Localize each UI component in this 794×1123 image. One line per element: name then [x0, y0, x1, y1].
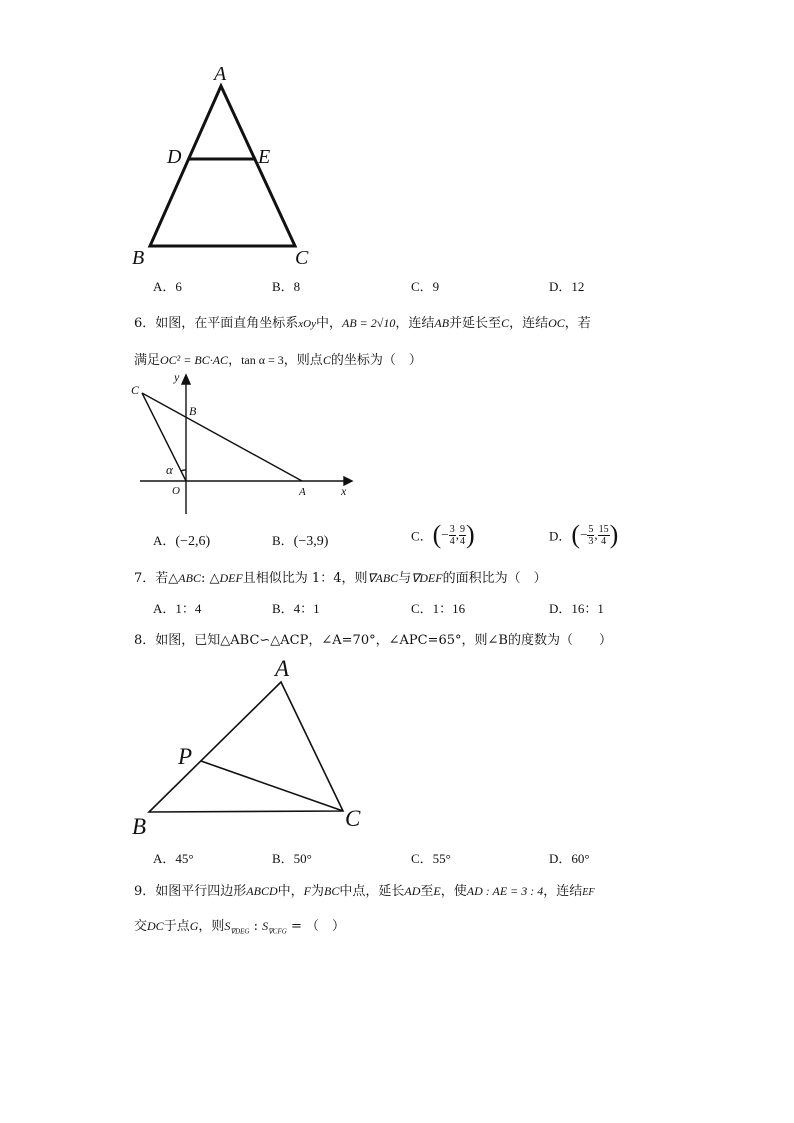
q9-line-2: 交DC于点G，则$S_{\nabla DEG}$ : $S_{\nabla CFG}$ = （ ） — [134, 919, 345, 936]
q8-label-p: P — [178, 744, 193, 769]
vertex-label-d: D — [167, 146, 182, 168]
triangle-ade-figure — [125, 60, 315, 270]
fraction-d1: $\frac{5}{3}$ — [588, 523, 594, 547]
fraction-d2: $\frac{15}{4}$ — [598, 523, 609, 547]
point-label-b: B — [189, 404, 197, 418]
q5-option-a[interactable]: A．6 — [153, 279, 182, 294]
q6-line-1: 6．如图，在平面直角坐标系xOy中，AB = 2√10，连结AB并延长至C，连结OC，若 — [134, 316, 591, 331]
q6-option-d[interactable]: D．(− $\frac{5}{3}$ , $\frac{15}{4}$ ) — [549, 520, 619, 549]
point-label-c: C — [131, 383, 140, 397]
vertex-label-c: C — [295, 247, 309, 269]
q6-option-b[interactable]: B．(−3,9) — [272, 533, 329, 549]
q7-option-a[interactable]: A．1：4 — [153, 601, 202, 616]
angle-alpha-arc — [181, 470, 186, 471]
y-axis-arrow — [182, 375, 190, 384]
q7-option-d[interactable]: D．16：1 — [549, 601, 604, 616]
angle-label-alpha: α — [166, 462, 173, 477]
q7-option-b[interactable]: B．4：1 — [272, 601, 320, 616]
q8-label-a: A — [275, 656, 290, 681]
q9-line-1: 9．如图平行四边形ABCD中，F为BC中点，延长AD至E，使AD : AE = 3 : 4，连结EF — [134, 884, 595, 899]
triangle-abc-p-figure — [125, 652, 375, 842]
q8-option-d[interactable]: D．60° — [549, 851, 590, 866]
vertex-label-a: A — [214, 63, 227, 85]
fraction-c2: $\frac{9}{4}$ — [459, 523, 465, 547]
q7-text: 7．若△ABC: △DEF且相似比为 1：4，则∇ABC与∇DEF的面积比为（ ） — [134, 571, 547, 586]
point-label-a: A — [299, 486, 306, 498]
q8-option-b[interactable]: B．50° — [272, 851, 312, 866]
q7-option-c[interactable]: C．1：16 — [411, 601, 466, 616]
q5-option-c[interactable]: C．9 — [411, 279, 440, 294]
q8-option-a[interactable]: A．45° — [153, 851, 194, 866]
point-label-o: O — [172, 485, 180, 497]
q8-text: 8．如图，已知△ABC∽△ACP，∠A=70°，∠APC=65°，则∠B的度数为（ ） — [134, 633, 612, 648]
q6-option-c[interactable]: C．(− $\frac{3}{4}$ , $\frac{9}{4}$ ) — [411, 520, 475, 549]
coordinate-figure — [128, 368, 360, 518]
q6-option-a[interactable]: A．(−2,6) — [153, 533, 211, 549]
q8-label-c: C — [345, 806, 361, 831]
q5-option-b[interactable]: B．8 — [272, 279, 301, 294]
q5-option-d[interactable]: D．12 — [549, 279, 585, 294]
q8-label-b: B — [132, 814, 147, 839]
q6-line-2: 满足OC² = BC·AC，tan α = 3，则点C的坐标为（ ） — [134, 353, 422, 368]
axis-label-y: y — [174, 370, 180, 384]
axis-label-x: x — [341, 484, 347, 498]
fraction-c1: $\frac{3}{4}$ — [449, 523, 455, 547]
vertex-label-e: E — [258, 146, 271, 168]
segment-oc — [142, 393, 186, 481]
q8-option-c[interactable]: C．55° — [411, 851, 451, 866]
vertex-label-b: B — [132, 247, 145, 269]
